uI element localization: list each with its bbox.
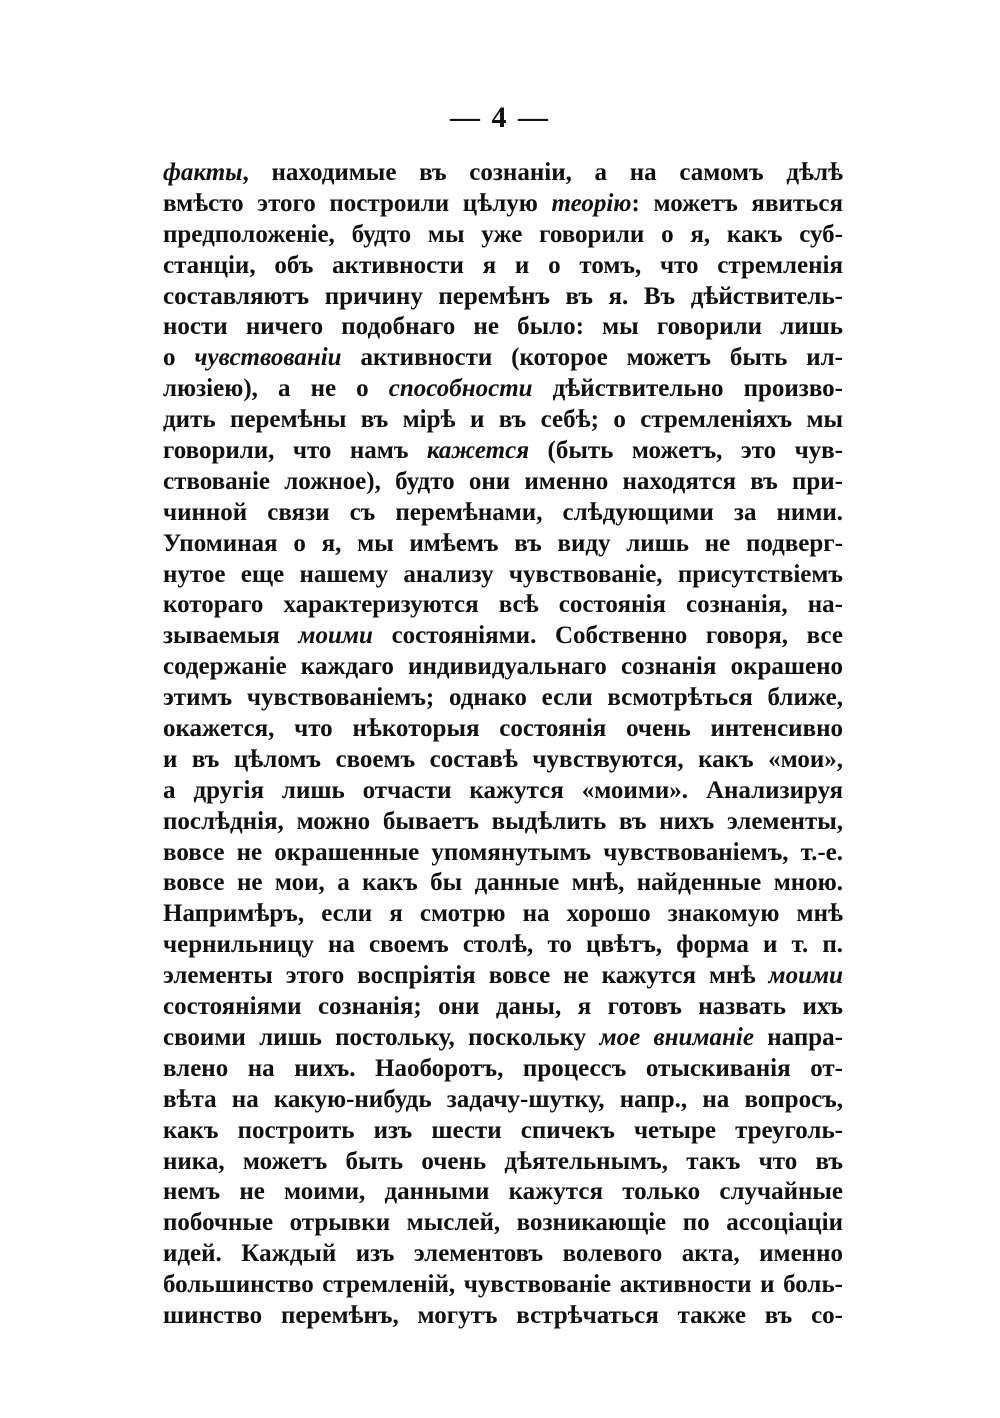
text-run: станціи, объ активности я и о томъ, что стремленія <box>163 251 843 279</box>
text-line <box>163 1270 843 1301</box>
text-run: ника, можетъ быть очень дѣятельнымъ, такъ что въ <box>163 1147 843 1175</box>
text-run: состояніями сознанія; они даны, я готовъ назвать ихъ <box>163 993 843 1021</box>
text-run: вовсе не окрашенные упомянутымъ чувствованіемъ, т.-е. <box>163 838 843 866</box>
text-line <box>163 652 843 683</box>
text-run: котораго характеризуются всѣ состоянія сознанія, на- <box>163 591 843 619</box>
body-text <box>163 158 843 1332</box>
text-line <box>163 899 843 930</box>
text-run: дѣйствительно произво- <box>532 375 843 403</box>
italic-text: чувствованіи <box>194 344 342 372</box>
text-run: Упоминая о я, мы имѣемъ въ виду лишь не подверг- <box>163 529 843 557</box>
italic-text: моими <box>298 622 373 650</box>
text-line <box>163 621 843 652</box>
text-run: предположеніе, будто мы уже говорили о я, какъ суб- <box>163 220 843 248</box>
text-line <box>163 868 843 899</box>
text-line <box>163 1301 843 1332</box>
text-line <box>163 220 843 251</box>
text-run: какъ построить изъ шести спичекъ четыре треуголь- <box>163 1116 843 1144</box>
text-run: побочные отрывки мыслей, возникающіе по ассоціаціи <box>163 1209 843 1237</box>
text-run: содержаніе каждаго индивидуальнаго сознанія окрашено <box>163 653 843 681</box>
italic-text: способности <box>388 375 533 403</box>
text-run: дить перемѣны въ мірѣ и въ себѣ; о стремленіяхъ мы <box>163 406 843 434</box>
text-run: чернильницу на своемъ столѣ, то цвѣтъ, форма и т. п. <box>163 931 843 959</box>
text-line <box>163 961 843 992</box>
text-run: а другія лишь отчасти кажутся «моими». Анализируя <box>163 776 843 804</box>
text-line <box>163 1147 843 1178</box>
text-run: о <box>163 344 195 372</box>
text-line <box>163 312 843 343</box>
text-run: идей. Каждый изъ элементовъ волевого актa, именно <box>163 1240 843 1268</box>
text-run: шинство перемѣнъ, могутъ встрѣчаться также въ со- <box>163 1301 843 1329</box>
text-run: элементы этого воспріятія вовсе не кажутся мнѣ <box>163 962 769 990</box>
text-run: , находимые въ сознаніи, а на самомъ дѣлѣ <box>242 159 843 186</box>
italic-text: кажется <box>426 437 530 465</box>
text-run: вмѣсто этого построили цѣлую <box>163 189 552 217</box>
italic-text: теорію <box>551 189 632 217</box>
text-line <box>163 776 843 807</box>
text-run: люзіею), а не о <box>163 375 389 403</box>
text-run: чинной связи съ перемѣнами, слѣдующими за ними. <box>163 498 843 526</box>
text-line <box>163 498 843 529</box>
text-line <box>163 343 843 374</box>
italic-text: факты <box>163 159 243 186</box>
text-line <box>163 992 843 1023</box>
text-run: вѣта на какую-нибудь задачу-шутку, напр., на вопросъ, <box>163 1085 843 1113</box>
text-line <box>163 1239 843 1270</box>
text-run: состояніями. Собственно говоря, все <box>372 622 843 650</box>
text-run: составляютъ причину перемѣнъ въ я. Въ дѣйствитель- <box>163 282 843 310</box>
text-run: : можетъ явиться <box>631 189 843 217</box>
italic-text: мое вниманіе <box>599 1023 754 1051</box>
text-run: и въ цѣломъ своемъ составѣ чувствуются, какъ «мои», <box>163 745 843 773</box>
text-run: влено на нихъ. Наоборотъ, процессъ отыскиванія от- <box>163 1054 843 1082</box>
text-line <box>163 590 843 621</box>
text-line <box>163 745 843 776</box>
text-line <box>163 1023 843 1054</box>
text-run: ности ничего подобнаго не было: мы говорили лишь <box>163 313 843 341</box>
text-run: ствованіе ложное), будто они именно находятся въ при- <box>163 467 843 495</box>
text-line <box>163 838 843 869</box>
text-line <box>163 1116 843 1147</box>
text-line <box>163 1177 843 1208</box>
text-line <box>163 714 843 745</box>
text-run: своими лишь постольку, поскольку <box>163 1023 600 1051</box>
text-run: Напримѣръ, если я смотрю на хорошо знакомую мнѣ <box>163 900 843 928</box>
text-line <box>163 467 843 498</box>
text-line <box>163 683 843 714</box>
text-line <box>163 282 843 313</box>
text-line <box>163 807 843 838</box>
text-run: немъ не моими, данными кажутся только случайные <box>163 1178 843 1206</box>
text-line <box>163 1208 843 1239</box>
text-run: напра- <box>753 1023 843 1051</box>
text-line <box>163 1054 843 1085</box>
text-line <box>163 158 843 189</box>
italic-text: моими <box>768 962 843 990</box>
text-run: зываемыя <box>163 622 299 650</box>
text-run: активности (которое можетъ быть ил- <box>341 344 843 372</box>
text-line <box>163 560 843 591</box>
text-line <box>163 251 843 282</box>
text-line <box>163 1085 843 1116</box>
text-run: вовсе не мои, а какъ бы данные мнѣ, найденные мною. <box>163 869 843 897</box>
text-line <box>163 930 843 961</box>
text-run: говорили, что намъ <box>163 437 427 465</box>
text-run: послѣднія, можно бываетъ выдѣлить въ нихъ элементы, <box>163 807 843 835</box>
page-number: — 4 — <box>450 101 550 134</box>
text-run: окажется, что нѣкоторыя состоянія очень интенсивно <box>163 715 843 743</box>
text-line <box>163 189 843 220</box>
text-line <box>163 436 843 467</box>
text-run: (быть можетъ, это чув- <box>529 437 843 465</box>
text-run: этимъ чувствованіемъ; однако если всмотрѣться ближе, <box>163 684 843 712</box>
text-run: нутое еще нашему анализу чувствованіе, присутствіемъ <box>163 560 843 588</box>
text-run: большинство стремленій, чувствованіе активности и боль- <box>163 1271 843 1299</box>
text-line <box>163 405 843 436</box>
text-line <box>163 374 843 405</box>
text-line <box>163 529 843 560</box>
